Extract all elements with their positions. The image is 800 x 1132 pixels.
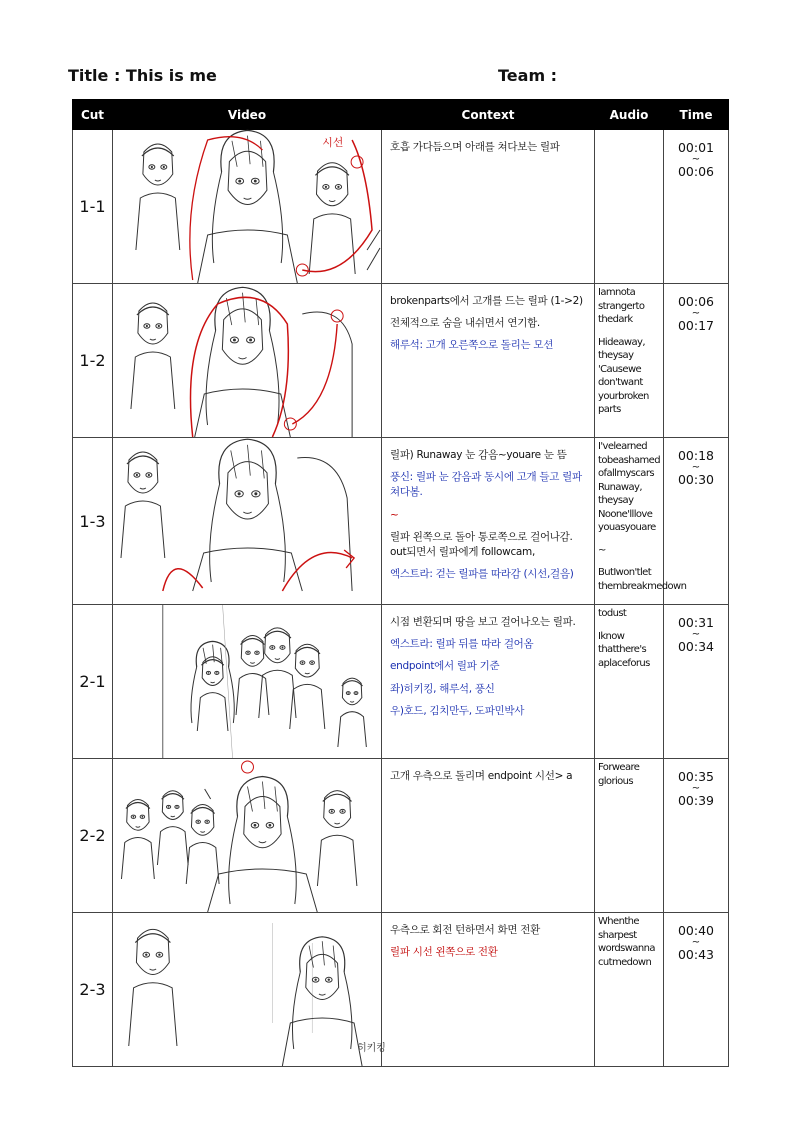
context-cell — [382, 130, 595, 284]
context-line: 전체적으로 숨을 내쉬면서 연기함. — [390, 317, 540, 330]
time-cell — [664, 759, 729, 913]
audio-line: Whenthe sharpest wordswanna cutmedown — [598, 916, 655, 968]
time-start: 00:06 — [677, 294, 715, 309]
title-label: Title : This is me — [68, 66, 217, 85]
audio-line: Hideaway, theysay 'Causewe don'twant yourbroken parts — [598, 336, 649, 415]
time-separator: ~ — [691, 629, 701, 640]
audio-line: Forweare glorious — [598, 762, 640, 787]
time-end: 00:43 — [677, 947, 715, 962]
context-cell — [382, 605, 595, 759]
context-line: 좌)히키킹, 해루석, 풍신 — [390, 682, 495, 695]
context-line: 릴파 왼쪽으로 돌아 통로쪽으로 걸어나감. out되면서 릴파에게 followcam, — [390, 530, 573, 559]
context-cell — [382, 759, 595, 913]
time-separator: ~ — [691, 783, 701, 794]
context-line: ~ — [390, 508, 399, 521]
audio-cell — [595, 913, 664, 1067]
context-line: 풍신: 릴파 눈 감음과 동시에 고개 들고 릴파 쳐다봄. — [390, 471, 582, 499]
storyboard-sketch — [113, 130, 381, 283]
table-row — [73, 438, 729, 605]
time-start: 00:40 — [677, 923, 715, 938]
storyboard-sketch — [113, 284, 381, 437]
time-cell — [664, 438, 729, 605]
context-line: endpoint에서 릴파 기준 — [390, 660, 500, 673]
cut-number: 1-1 — [73, 130, 113, 284]
video-cell — [113, 759, 382, 913]
svg-text:히키킹: 히키킹 — [357, 1042, 386, 1055]
table-row — [73, 605, 729, 759]
time-separator: ~ — [691, 937, 701, 948]
cut-number: 2-2 — [73, 759, 113, 913]
audio-line: Iamnota strangerto thedark — [598, 287, 645, 325]
audio-line: I'velearned tobeashamed ofallmyscars Runaway, theysay Noone'lllove youasyouare — [598, 441, 660, 533]
context-line: 릴파) Runaway 눈 감음~youare 눈 뜸 — [390, 449, 567, 461]
video-column-header: Video — [113, 100, 382, 130]
audio-cell — [595, 605, 664, 759]
context-column-header: Context — [382, 100, 595, 130]
storyboard-header — [68, 66, 728, 92]
audio-line: todust — [598, 608, 627, 619]
context-line: 우측으로 회전 턴하면서 화면 전환 — [390, 924, 540, 936]
video-cell — [113, 130, 382, 284]
audio-line: Iknow thatthere's aplaceforus — [598, 630, 650, 669]
context-line: 고개 우측으로 돌리며 endpoint 시선> a — [390, 770, 573, 782]
time-column-header: Time — [664, 100, 729, 130]
time-start: 00:18 — [677, 448, 715, 463]
time-cell — [664, 284, 729, 438]
storyboard-sketch — [113, 438, 381, 591]
time-end: 00:30 — [677, 472, 715, 487]
team-label: Team : — [498, 66, 558, 85]
audio-cell — [595, 759, 664, 913]
context-line: 호흡 가다듬으며 아래를 쳐다보는 릴파 — [390, 141, 560, 153]
time-end: 00:34 — [677, 639, 715, 654]
time-start: 00:35 — [677, 769, 715, 784]
storyboard-sketch — [113, 759, 381, 912]
time-end: 00:39 — [677, 793, 715, 808]
video-cell — [113, 438, 382, 605]
audio-column-header: Audio — [595, 100, 664, 130]
audio-cell — [595, 130, 664, 284]
time-start: 00:31 — [677, 615, 715, 630]
svg-text:시선: 시선 — [322, 135, 344, 150]
context-line: 엑스트라: 걷는 릴파를 따라감 (시선,걸음) — [390, 568, 574, 581]
video-cell — [113, 605, 382, 759]
cut-column-header: Cut — [73, 100, 113, 130]
cut-number: 1-2 — [73, 284, 113, 438]
cut-number: 2-3 — [73, 913, 113, 1067]
storyboard-sketch — [113, 913, 386, 1066]
context-line: 우)호드, 김치만두, 도파민박사 — [390, 704, 525, 717]
cut-number: 2-1 — [73, 605, 113, 759]
video-cell — [113, 284, 382, 438]
audio-cell — [595, 284, 664, 438]
context-line: 릴파 시선 왼쪽으로 전환 — [390, 946, 498, 959]
audio-line: ~ — [598, 544, 606, 556]
time-start: 00:01 — [677, 140, 715, 155]
table-row — [73, 913, 729, 1067]
context-line: brokenparts에서 고개를 드는 릴파 (1->2) — [390, 295, 583, 307]
storyboard-table — [72, 99, 729, 1067]
time-separator: ~ — [691, 462, 701, 473]
context-cell — [382, 438, 595, 605]
time-cell — [664, 913, 729, 1067]
context-cell — [382, 284, 595, 438]
context-line: 해루석: 고개 오른쪽으로 돌리는 모션 — [390, 339, 554, 352]
time-cell — [664, 130, 729, 284]
time-end: 00:17 — [677, 318, 715, 333]
context-line: 엑스트라: 릴파 뒤를 따라 걸어옴 — [390, 638, 534, 651]
cut-number: 1-3 — [73, 438, 113, 605]
context-cell — [382, 913, 595, 1067]
table-row — [73, 284, 729, 438]
time-separator: ~ — [691, 154, 701, 165]
storyboard-sketch — [113, 605, 381, 758]
time-end: 00:06 — [677, 164, 715, 179]
context-line: 시점 변환되며 땅을 보고 걸어나오는 릴파. — [390, 616, 576, 628]
table-row — [73, 759, 729, 913]
table-row — [73, 130, 729, 284]
table-header-row — [73, 100, 729, 130]
time-cell — [664, 605, 729, 759]
audio-cell — [595, 438, 687, 605]
audio-line: ButIwon'tlet thembreakmedown — [598, 567, 687, 592]
time-separator: ~ — [691, 308, 701, 319]
video-cell — [113, 913, 386, 1067]
